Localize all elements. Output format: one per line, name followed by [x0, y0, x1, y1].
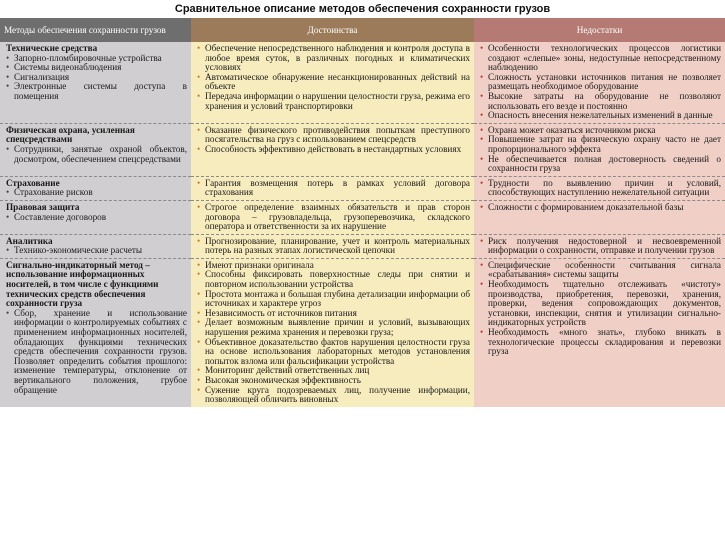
advantage-item: • Строгое определение взаимных обязательств и прав сторон договора – грузовладельца, грузоперевозчика, складского оператора и ответственности за их нарушение [197, 203, 470, 232]
advantages-cell [191, 234, 474, 258]
advantage-item: • Сужение круга подозреваемых лиц, получение информации, позволяющей обличить виновных [197, 386, 470, 405]
advantage-item: • Объективное доказательство фактов нарушения целостности груза на основе использования лабораторных методов установления попыток взлома или фальсификации устройства [197, 338, 470, 367]
method-item-list [6, 246, 187, 256]
header-advantages: Достоинства [191, 18, 474, 42]
disadvantage-item-list [480, 44, 721, 121]
header-disadvantages: Недостатки [474, 18, 725, 42]
method-category: Страхование [6, 177, 60, 188]
disadvantage-item-list [480, 203, 721, 213]
disadvantage-item: • Специфические особенности считывания сигнала «срабатывания» системы защиты [480, 261, 721, 280]
method-item-list [6, 145, 187, 164]
table-row [0, 258, 725, 406]
method-item: • Запорно-пломбировочные устройства [6, 54, 187, 64]
advantage-item: • Независимость от источников питания [197, 309, 470, 319]
disadvantage-item-list [480, 179, 721, 198]
advantage-item: • Простота монтажа и большая глубина детализации информации об источниках и характере угроз [197, 290, 470, 309]
method-item-list [6, 54, 187, 102]
advantage-item: • Способны фиксировать поверхностные следы при снятии и повторном использовании устройства [197, 270, 470, 289]
method-cell [0, 176, 191, 200]
advantage-item-list [197, 203, 470, 232]
advantages-cell [191, 123, 474, 176]
disadvantages-cell [474, 123, 725, 176]
table-body [0, 42, 725, 407]
disadvantages-cell [474, 234, 725, 258]
method-item: • Сбор, хранение и использование информации о контролируемых событиях с применением информационных носителей, обладающих функциями технических средств обеспечения сохранности грузов. Позволяет определить события прошлого: изменение температуры, отклонение от вертикального положения, грубое обращение [6, 309, 187, 395]
method-cell [0, 258, 191, 406]
table-row [0, 234, 725, 258]
advantage-item: • Передача информации о нарушении целостности груза, режима его хранения и условий транспортировки [197, 92, 470, 111]
advantage-item: • Оказание физического противодействия попыткам преступного посягательства на груз с использованием спецсредств [197, 126, 470, 145]
advantage-item: • Автоматическое обнаружение несанкционированных действий на объекте [197, 73, 470, 92]
advantages-cell [191, 258, 474, 406]
table-row [0, 123, 725, 176]
advantage-item: • Способность эффективно действовать в нестандартных условиях [197, 145, 470, 155]
disadvantage-item: • Трудности по выявлению причин и условий, способствующих наступлению нежелательной ситуации [480, 179, 721, 198]
advantage-item-list [197, 237, 470, 256]
method-cell [0, 234, 191, 258]
method-category: Технические средства [6, 43, 98, 53]
method-item-list [6, 188, 187, 198]
advantages-cell [191, 200, 474, 234]
disadvantage-item: • Повышение затрат на физическую охрану часто не дает пропорционального эффекта [480, 135, 721, 154]
disadvantage-item-list [480, 261, 721, 357]
disadvantage-item: • Сложности с формированием доказательной базы [480, 203, 721, 213]
comparison-table [0, 18, 725, 407]
method-item: • Составление договоров [6, 213, 187, 223]
disadvantage-item: • Сложность установки источников питания не позволяет размещать необходимое оборудование [480, 73, 721, 92]
table-row [0, 200, 725, 234]
method-item: • Электронные системы доступа в помещения [6, 82, 187, 101]
advantage-item-list [197, 179, 470, 198]
disadvantages-cell [474, 258, 725, 406]
method-item: • Системы видеонаблюдения [6, 63, 187, 73]
method-category: Физическая охрана, усиленная спецсредствами [6, 124, 135, 145]
method-item-list [6, 309, 187, 395]
advantage-item: • Обеспечение непосредственного наблюдения и контроля доступа в любое время суток, в различных погодных и климатических условиях [197, 44, 470, 73]
advantage-item-list [197, 44, 470, 111]
method-item: • Сигнализация [6, 73, 187, 83]
disadvantage-item-list [480, 126, 721, 174]
disadvantage-item: • Не обеспечивается полная достоверность сведений о сохранности груза [480, 155, 721, 174]
method-category: Аналитика [6, 235, 53, 246]
advantage-item-list [197, 261, 470, 405]
advantage-item: • Имеют признаки оригинала [197, 261, 470, 271]
method-item-list [6, 213, 187, 223]
header-row [0, 18, 725, 42]
advantage-item: • Высокая экономическая эффективность [197, 376, 470, 386]
disadvantages-cell [474, 200, 725, 234]
disadvantage-item: • Охрана может оказаться источником риска [480, 126, 721, 136]
method-category: Сигнально-индикаторный метод – использование информационных носителей, в том числе с функциями технических средств обеспечения сохранности груза [6, 259, 159, 309]
disadvantage-item: • Риск получения недостоверной и несвоевременной информации о сохранности, отправке и получении грузов [480, 237, 721, 256]
advantage-item: • Мониторинг действий ответственных лиц [197, 366, 470, 376]
method-item: • Сотрудники, занятые охраной объектов, досмотром, обеспечением спецсредствами [6, 145, 187, 164]
table-row [0, 42, 725, 123]
method-cell [0, 42, 191, 123]
method-cell [0, 200, 191, 234]
advantages-cell [191, 42, 474, 123]
advantage-item: • Делает возможным выявление причин и условий, вызывающих нарушения режима хранения и перевозки груза; [197, 318, 470, 337]
table-title: Сравнительное описание методов обеспечения сохранности грузов [174, 3, 551, 15]
disadvantage-item: • Необходимость тщательно отслеживать «чистоту» производства, приобретения, перевозки, хранения, проверки, ведения сопровождающих документов, установки, инспекции, снятия и утилизации сигнально-индикаторных устройств [480, 280, 721, 328]
table-row [0, 176, 725, 200]
header-methods: Методы обеспечения сохранности грузов [0, 18, 191, 42]
disadvantage-item: • Необходимость «много знать», глубоко вникать в технологические процессы складирования и перевозки груза [480, 328, 721, 357]
disadvantage-item: • Особенности технологических процессов логистики создают «слепые» зоны, недоступные непосредственному наблюдению [480, 44, 721, 73]
advantage-item: • Прогнозирование, планирование, учет и контроль материальных потерь на разных этапах логистической цепочки [197, 237, 470, 256]
advantages-cell [191, 176, 474, 200]
disadvantage-item: • Высокие затраты на оборудование не позволяют использовать его везде и постоянно [480, 92, 721, 111]
method-category: Правовая защита [6, 201, 80, 212]
disadvantage-item: • Опасность внесения нежелательных изменений в данные [480, 111, 721, 121]
advantage-item-list [197, 126, 470, 155]
disadvantages-cell [474, 176, 725, 200]
advantage-item: • Гарантия возмещения потерь в рамках условий договора страхования [197, 179, 470, 198]
method-item: • Страхование рисков [6, 188, 187, 198]
disadvantage-item-list [480, 237, 721, 256]
disadvantages-cell [474, 42, 725, 123]
method-cell [0, 123, 191, 176]
method-item: • Технико-экономические расчеты [6, 246, 187, 256]
